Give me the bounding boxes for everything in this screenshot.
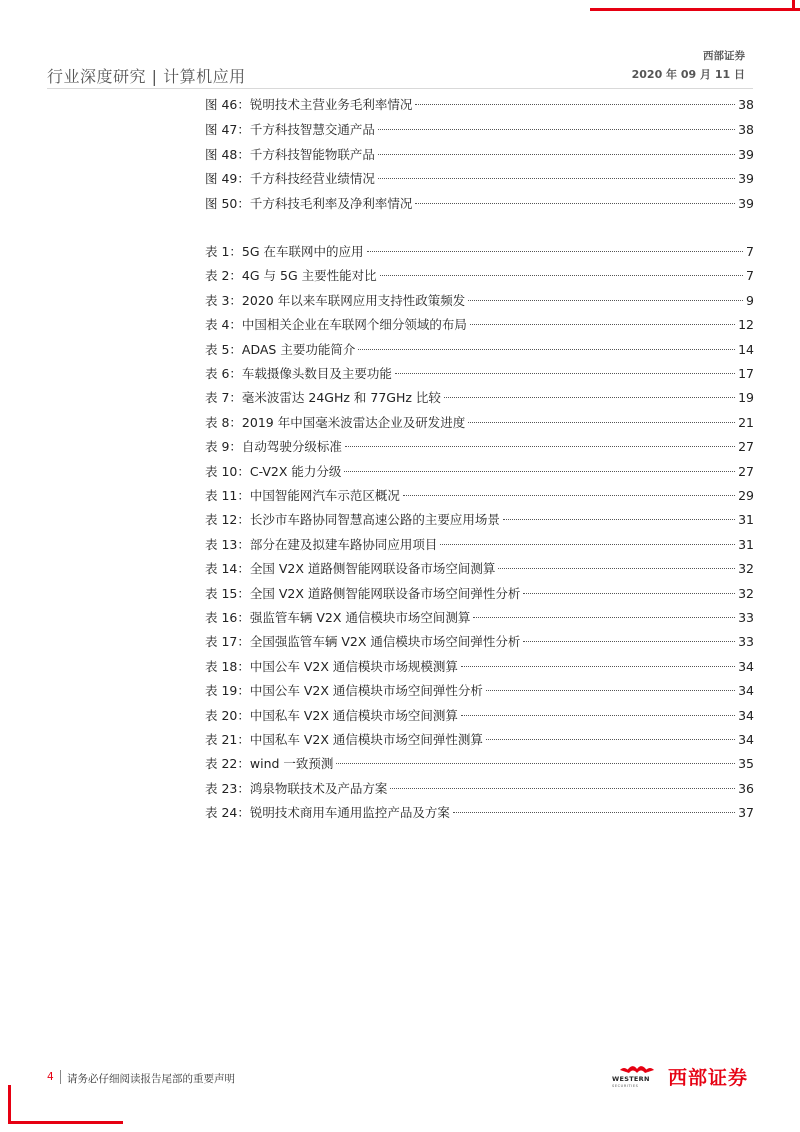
table-entry[interactable] bbox=[205, 754, 754, 774]
corner-accent-bottom-vertical bbox=[8, 1085, 11, 1124]
table-entry-label: 表 13：部分在建及拟建车路协同应用项目 bbox=[205, 536, 438, 552]
figure-entry-label: 图 47：千方科技智慧交通产品 bbox=[205, 121, 375, 137]
table-entry[interactable] bbox=[205, 437, 754, 457]
dot-leader bbox=[453, 812, 735, 813]
table-entry[interactable] bbox=[205, 486, 754, 506]
dot-leader bbox=[336, 763, 735, 764]
table-entry-page: 27 bbox=[738, 463, 754, 479]
logo-text-en-sub: SECURITIES bbox=[612, 1084, 639, 1088]
table-entry-page: 35 bbox=[738, 756, 754, 772]
dot-leader bbox=[486, 739, 735, 740]
logo-text-en: WESTERN bbox=[612, 1075, 650, 1083]
table-entry-label: 表 4：中国相关企业在车联网个细分领域的布局 bbox=[205, 317, 467, 333]
dot-leader bbox=[503, 519, 735, 520]
dot-leader bbox=[473, 617, 735, 618]
table-entry-page: 32 bbox=[738, 561, 754, 577]
table-entry-label: 表 21：中国私车 V2X 通信模块市场空间弹性测算 bbox=[205, 732, 483, 747]
table-entry[interactable] bbox=[205, 340, 754, 360]
table-entry[interactable] bbox=[205, 632, 754, 652]
dot-leader bbox=[395, 373, 735, 374]
table-entry-label: 表 17：全国强监管车辆 V2X 通信模块市场空间弹性分析 bbox=[205, 634, 521, 650]
dot-leader bbox=[461, 666, 735, 667]
table-entry-label: 表 18：中国公车 V2X 通信模块市场规模测算 bbox=[205, 658, 458, 674]
table-entry-label: 表 3：2020 年以来车联网应用支持性政策频发 bbox=[205, 292, 466, 308]
table-entry-page: 12 bbox=[738, 317, 754, 333]
disclaimer-notice: 请务必仔细阅读报告尾部的重要声明 bbox=[67, 1073, 235, 1085]
table-entry-label: 表 6：车载摄像头数目及主要功能 bbox=[205, 366, 392, 381]
dot-leader bbox=[486, 690, 735, 691]
table-entry-label: 表 19：中国公车 V2X 通信模块市场空间弹性分析 bbox=[205, 683, 483, 699]
table-entry-page: 34 bbox=[738, 732, 754, 747]
figure-entry-label: 图 49：千方科技经营业绩情况 bbox=[205, 171, 375, 187]
table-entry-label: 表 11：中国智能网汽车示范区概况 bbox=[205, 488, 400, 503]
table-entry-page: 33 bbox=[738, 610, 754, 625]
table-entry-page: 14 bbox=[738, 341, 754, 357]
table-entry[interactable] bbox=[205, 803, 754, 823]
figure-entry-page: 38 bbox=[738, 121, 754, 137]
table-entry-label: 表 2：4G 与 5G 主要性能对比 bbox=[205, 268, 377, 284]
dot-leader bbox=[523, 641, 735, 642]
table-entry[interactable] bbox=[205, 681, 754, 701]
figure-entry-page: 39 bbox=[738, 171, 754, 187]
dot-leader bbox=[415, 203, 735, 204]
figure-entry-label: 图 46：锐明技术主营业务毛利率情况 bbox=[205, 97, 413, 112]
table-entry[interactable] bbox=[205, 535, 754, 555]
figure-entry[interactable] bbox=[205, 95, 754, 115]
figure-entry-page: 38 bbox=[738, 97, 754, 112]
table-entry-page: 37 bbox=[738, 805, 754, 821]
table-entry[interactable] bbox=[205, 706, 754, 726]
table-entry[interactable] bbox=[205, 364, 754, 384]
table-entry-page: 34 bbox=[738, 658, 754, 674]
table-entry-page: 33 bbox=[738, 634, 754, 650]
figure-entry[interactable] bbox=[205, 194, 754, 214]
dot-leader bbox=[358, 349, 735, 350]
table-entry-page: 27 bbox=[738, 439, 754, 455]
figure-entry[interactable] bbox=[205, 120, 754, 140]
header-divider bbox=[47, 88, 753, 89]
table-entry[interactable] bbox=[205, 730, 754, 750]
header-company: 西部证券 bbox=[703, 50, 745, 62]
table-entry[interactable] bbox=[205, 413, 754, 433]
logo-text-cn: 西部证券 bbox=[668, 1067, 749, 1089]
report-section-title: 行业深度研究 | 计算机应用 bbox=[47, 67, 246, 86]
table-entry[interactable] bbox=[205, 242, 754, 262]
report-date: 2020 年 09 月 11 日 bbox=[631, 68, 745, 81]
table-entry-page: 19 bbox=[738, 390, 754, 406]
dot-leader bbox=[444, 397, 735, 398]
table-entry-label: 表 7：毫米波雷达 24GHz 和 77GHz 比较 bbox=[205, 390, 441, 406]
table-entry[interactable] bbox=[205, 291, 754, 311]
table-entry-label: 表 22：wind 一致预测 bbox=[205, 756, 334, 772]
table-entry-label: 表 24：锐明技术商用车通用监控产品及方案 bbox=[205, 805, 450, 821]
corner-accent-bottom bbox=[8, 1121, 123, 1124]
dot-leader bbox=[380, 275, 743, 276]
table-entry-label: 表 5：ADAS 主要功能简介 bbox=[205, 341, 356, 357]
table-entry[interactable] bbox=[205, 559, 754, 579]
table-entry[interactable] bbox=[205, 462, 754, 482]
dot-leader bbox=[415, 104, 735, 105]
table-entry-label: 表 15：全国 V2X 道路侧智能网联设备市场空间弹性分析 bbox=[205, 585, 521, 601]
table-entry-page: 7 bbox=[746, 244, 754, 259]
table-entry-page: 31 bbox=[738, 536, 754, 552]
table-entry-page: 32 bbox=[738, 585, 754, 601]
dot-leader bbox=[523, 593, 735, 594]
dot-leader bbox=[440, 544, 735, 545]
corner-accent-top bbox=[590, 8, 800, 11]
figure-entry-page: 39 bbox=[738, 146, 754, 162]
figure-entry-label: 图 48：千方科技智能物联产品 bbox=[205, 146, 375, 162]
footer-divider bbox=[60, 1070, 61, 1084]
figure-entry-label: 图 50：千方科技毛利率及净利率情况 bbox=[205, 196, 413, 212]
dot-leader bbox=[468, 300, 743, 301]
table-entry-label: 表 20：中国私车 V2X 通信模块市场空间测算 bbox=[205, 707, 458, 723]
table-entry-page: 34 bbox=[738, 707, 754, 723]
page-number: 4 bbox=[47, 1071, 54, 1083]
dot-leader bbox=[470, 324, 735, 325]
dot-leader bbox=[468, 422, 735, 423]
table-entry-label: 表 9：自动驾驶分级标准 bbox=[205, 439, 342, 455]
dot-leader bbox=[461, 715, 735, 716]
dot-leader bbox=[498, 568, 735, 569]
dot-leader bbox=[403, 495, 735, 496]
dot-leader bbox=[344, 471, 735, 472]
dot-leader bbox=[378, 178, 735, 179]
table-entry[interactable] bbox=[205, 315, 754, 335]
corner-accent-top-vertical bbox=[792, 0, 795, 8]
table-entry-page: 9 bbox=[746, 292, 754, 308]
table-entry[interactable] bbox=[205, 266, 754, 286]
figure-entry[interactable] bbox=[205, 145, 754, 165]
table-entry[interactable] bbox=[205, 510, 754, 530]
figure-entry[interactable] bbox=[205, 169, 754, 189]
table-entry-label: 表 8：2019 年中国毫米波雷达企业及研发进度 bbox=[205, 414, 466, 430]
dot-leader bbox=[345, 446, 735, 447]
table-entry-label: 表 10：C-V2X 能力分级 bbox=[205, 463, 342, 479]
table-entry[interactable] bbox=[205, 608, 754, 628]
table-entry-label: 表 23：鸿泉物联技术及产品方案 bbox=[205, 780, 388, 796]
dot-leader bbox=[378, 154, 735, 155]
table-entry-page: 31 bbox=[738, 512, 754, 528]
table-entry-page: 7 bbox=[746, 268, 754, 284]
table-entry-page: 36 bbox=[738, 780, 754, 796]
table-entry-page: 34 bbox=[738, 683, 754, 699]
table-entry-label: 表 1：5G 在车联网中的应用 bbox=[205, 244, 364, 259]
table-entry[interactable] bbox=[205, 388, 754, 408]
table-entry-page: 29 bbox=[738, 488, 754, 503]
table-entry-label: 表 12：长沙市车路协同智慧高速公路的主要应用场景 bbox=[205, 512, 500, 528]
table-entry-page: 21 bbox=[738, 414, 754, 430]
dot-leader bbox=[367, 251, 744, 252]
figure-entry-page: 39 bbox=[738, 196, 754, 212]
dot-leader bbox=[390, 788, 735, 789]
dot-leader bbox=[378, 129, 735, 130]
table-entry-page: 17 bbox=[738, 366, 754, 381]
table-entry-label: 表 16：强监管车辆 V2X 通信模块市场空间测算 bbox=[205, 610, 471, 625]
table-entry-label: 表 14：全国 V2X 道路侧智能网联设备市场空间测算 bbox=[205, 561, 496, 577]
table-entry[interactable] bbox=[205, 779, 754, 799]
table-entry[interactable] bbox=[205, 657, 754, 677]
table-entry[interactable] bbox=[205, 584, 754, 604]
